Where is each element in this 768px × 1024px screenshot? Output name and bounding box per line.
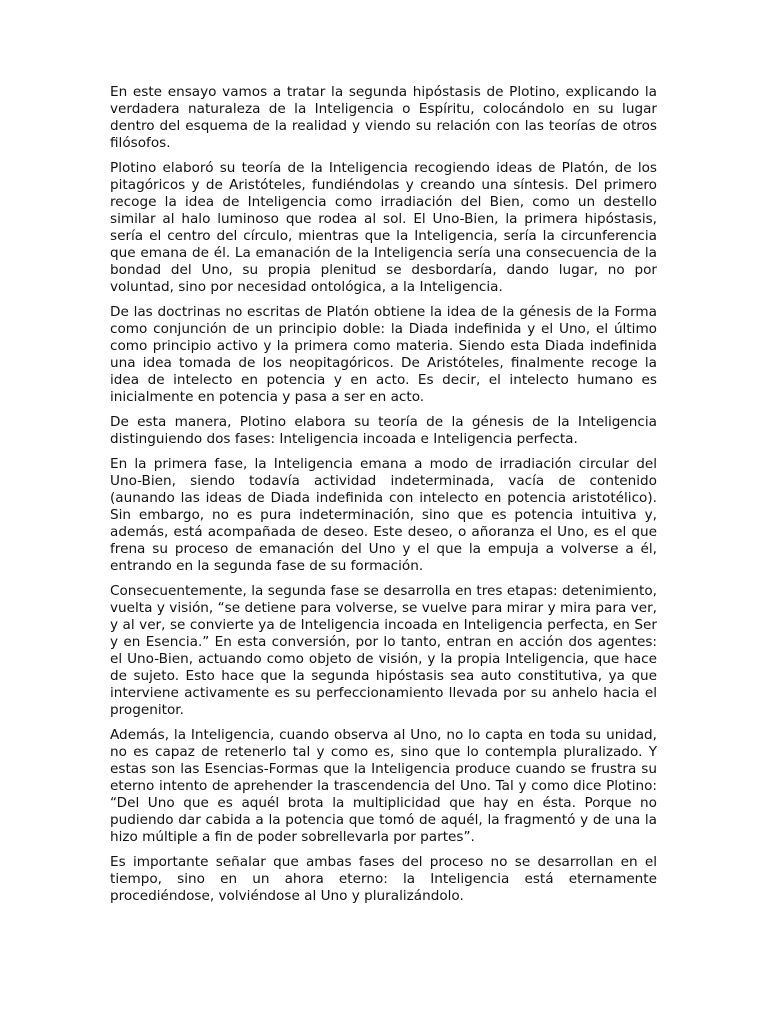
paragraph-ahora-eterno: Es importante señalar que ambas fases del proceso no se desarrollan en el tiempo, sino en un ahora eterno: la Inteligencia está eternamente procediéndose, volviéndose al Uno y pluralizándolo. (110, 854, 657, 904)
paragraph-plotino-teoria: Plotino elaboró su teoría de la Inteligencia recogiendo ideas de Platón, de los pitagóricos y de Aristóteles, fundiéndolas y creando una síntesis. Del primero recoge la idea de Inteligencia como irradiación del Bien, como un destello similar al halo luminoso que rodea al sol. El Uno-Bien, la primera hipóstasis, sería el centro del círculo, mientras que la Inteligencia, sería la circunferencia que emana de él. La emanación de la Inteligencia sería una consecuencia de la bondad del Uno, su propia plenitud se desbordaría, dando lugar, no por voluntad, sino por necesidad ontológica, a la Inteligencia. (110, 160, 657, 295)
paragraph-esencias-formas: Además, la Inteligencia, cuando observa al Uno, no lo capta en toda su unidad, no es capaz de retenerlo tal y como es, sino que lo contempla pluralizado. Y estas son las Esencias-Formas que la Inteligencia produce cuando se frustra su eterno intento de aprehender la trascendencia del Uno. Tal y como dice Plotino: “Del Uno que es aquél brota la multiplicidad que hay en ésta. Porque no pudiendo dar cabida a la potencia que tomó de aquél, la fragmentó y de una la hizo múltiple a fin de poder sobrellevarla por partes”. (110, 727, 657, 845)
paragraph-doctrinas-platon: De las doctrinas no escritas de Platón obtiene la idea de la génesis de la Forma como conjunción de un principio doble: la Diada indefinida y el Uno, el último como principio activo y la primera como materia. Siendo esta Diada indefinida una idea tomada de los neopitagóricos. De Aristóteles, finalmente recoge la idea de intelecto en potencia y en acto. Es decir, el intelecto humano es inicialmente en potencia y pasa a ser en acto. (110, 304, 657, 405)
document-page (110, 84, 657, 913)
paragraph-dos-fases: De esta manera, Plotino elabora su teoría de la génesis de la Inteligencia distinguiendo dos fases: Inteligencia incoada e Inteligencia perfecta. (110, 414, 657, 447)
paragraph-primera-fase: En la primera fase, la Inteligencia emana a modo de irradiación circular del Uno-Bien, siendo todavía actividad indeterminada, vacía de contenido (aunando las ideas de Diada indefinida con intelecto en potencia aristotélico). Sin embargo, no es pura indeterminación, sino que es potencia intuitiva y, además, está acompañada de deseo. Este deseo, o añoranza el Uno, es el que frena su proceso de emanación del Uno y el que la empuja a volverse a él, entrando en la segunda fase de su formación. (110, 456, 657, 574)
paragraph-segunda-fase: Consecuentemente, la segunda fase se desarrolla en tres etapas: detenimiento, vuelta y visión, “se detiene para volverse, se vuelve para mirar y mira para ver, y al ver, se convierte ya de Inteligencia incoada en Inteligencia perfecta, en Ser y en Esencia.” En esta conversión, por lo tanto, entran en acción dos agentes: el Uno-Bien, actuando como objeto de visión, y la propia Inteligencia, que hace de sujeto. Esto hace que la segunda hipóstasis sea auto constitutiva, ya que interviene activamente es su perfeccionamiento llevada por su anhelo hacia el progenitor. (110, 583, 657, 718)
paragraph-intro: En este ensayo vamos a tratar la segunda hipóstasis de Plotino, explicando la verdadera naturaleza de la Inteligencia o Espíritu, colocándolo en su lugar dentro del esquema de la realidad y viendo su relación con las teorías de otros filósofos. (110, 84, 657, 151)
